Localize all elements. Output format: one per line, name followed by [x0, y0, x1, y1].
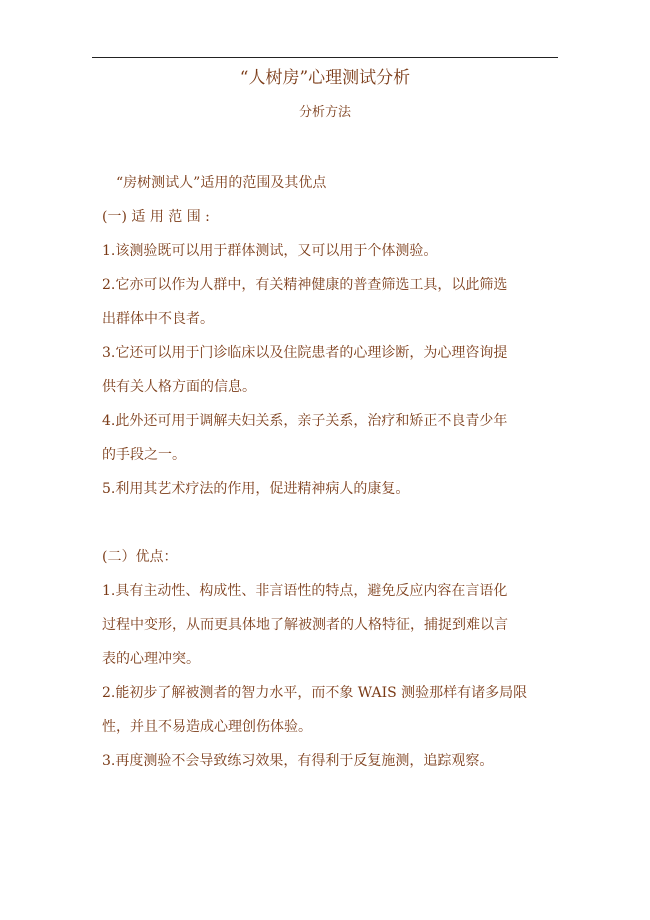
paragraph-line: 1.具有主动性、构成性、非言语性的特点，避免反应内容在言语化	[102, 583, 508, 599]
paragraph-line: 3.它还可以用于门诊临床以及住院患者的心理诊断，为心理咨询提	[102, 345, 508, 361]
paragraph-line: 性，并且不易造成心理创伤体验。	[102, 719, 312, 735]
paragraph-line: 2.它亦可以作为人群中，有关精神健康的普查筛选工具，以此筛选	[102, 277, 508, 293]
paragraph-line: 表的心理冲突。	[102, 651, 200, 667]
paragraph-line: 供有关人格方面的信息。	[102, 379, 256, 395]
paragraph-line: 5.利用其艺术疗法的作用，促进精神病人的康复。	[102, 481, 410, 497]
paragraph-line: 3.再度测验不会导致练习效果，有得利于反复施测，追踪观察。	[102, 753, 494, 769]
paragraph-line: 过程中变形，从而更具体地了解被测者的人格特征，捕捉到难以言	[102, 617, 508, 633]
paragraph-line: 出群体中不良者。	[102, 311, 214, 327]
section-spacer	[102, 506, 552, 540]
document-body	[102, 166, 552, 778]
section-label-advantages: (二）优点：	[102, 549, 178, 565]
paragraph-line: 4.此外还可用于调解夫妇关系，亲子关系，治疗和矫正不良青少年	[102, 413, 508, 429]
section-label-scope: (一) 适 用 范 围 :	[102, 209, 210, 225]
paragraph-line: 2.能初步了解被测者的智力水平，而不象 WAIS 测验那样有诸多局限	[102, 685, 528, 701]
page-title: “人树房”心理测试分析	[239, 68, 411, 88]
paragraph-line: 的手段之一。	[102, 447, 186, 463]
section-heading: “房树测试人”适用的范围及其优点	[116, 175, 327, 191]
paragraph-line: 1.该测验既可以用于群体测试，又可以用于个体测验。	[102, 243, 438, 259]
page-subtitle: 分析方法	[298, 105, 351, 120]
header-rule	[92, 57, 558, 58]
